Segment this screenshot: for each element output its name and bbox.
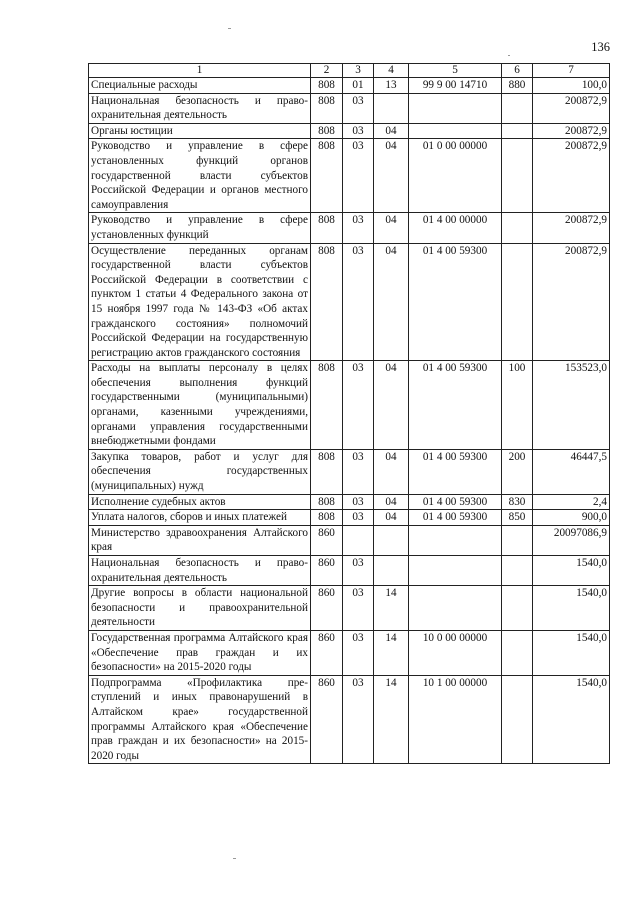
- cell-amount: 1540,0: [533, 675, 610, 764]
- cell-subsection: 14: [374, 586, 409, 631]
- cell-subsection: 14: [374, 630, 409, 675]
- cell-subsection: 14: [374, 675, 409, 764]
- row-name: Руководство и управление в сфере установленных функций органов государственной власти субъектов Российской Федерации и органов местного самоуправления: [89, 139, 311, 213]
- cell-target-article: [409, 586, 502, 631]
- row-name: Закупка товаров, работ и услуг для обеспечения государственных (муниципальных) нужд: [89, 449, 311, 494]
- header-cell: 3: [343, 64, 374, 78]
- scan-mark: [508, 55, 510, 56]
- cell-ministry: 860: [311, 556, 343, 586]
- table-row: [89, 494, 610, 510]
- cell-expense-type: [502, 630, 533, 675]
- cell-target-article: [409, 123, 502, 139]
- header-cell: 4: [374, 64, 409, 78]
- cell-subsection: [374, 556, 409, 586]
- scan-mark: [233, 858, 236, 859]
- cell-target-article: 10 1 00 00000: [409, 675, 502, 764]
- cell-section: 03: [343, 556, 374, 586]
- cell-expense-type: [502, 123, 533, 139]
- cell-section: 03: [343, 675, 374, 764]
- cell-section: 01: [343, 78, 374, 94]
- cell-amount: 200872,9: [533, 93, 610, 123]
- row-name: Подпрограмма «Профилактика преступлений и иных правонарушений в Алтайском крае» государственной программы Алтайского края «Обеспечение прав граждан и их безопасности» на 2015-2020 годы: [89, 675, 311, 764]
- cell-subsection: [374, 93, 409, 123]
- cell-section: 03: [343, 361, 374, 450]
- cell-target-article: 99 9 00 14710: [409, 78, 502, 94]
- header-cell: 1: [89, 64, 311, 78]
- cell-section: 03: [343, 494, 374, 510]
- cell-section: 03: [343, 93, 374, 123]
- row-name: Государственная программа Алтайского края «Обеспечение прав граждан и их безопасности» на 2015-2020 годы: [89, 630, 311, 675]
- table-row: [89, 630, 610, 675]
- table-row: [89, 139, 610, 213]
- cell-amount: 900,0: [533, 510, 610, 526]
- budget-table: [88, 63, 610, 764]
- cell-amount: 200872,9: [533, 213, 610, 243]
- cell-expense-type: [502, 93, 533, 123]
- cell-expense-type: [502, 586, 533, 631]
- cell-amount: 1540,0: [533, 556, 610, 586]
- row-name: Расходы на выплаты персоналу в целях обеспечения выполнения функций государственными (муниципальными) органами, казенными учреждениями, органами управления государственными внебюджетными фондами: [89, 361, 311, 450]
- cell-amount: 2,4: [533, 494, 610, 510]
- cell-ministry: 808: [311, 494, 343, 510]
- cell-ministry: 808: [311, 139, 343, 213]
- cell-subsection: 04: [374, 243, 409, 361]
- cell-section: 03: [343, 586, 374, 631]
- cell-ministry: 860: [311, 630, 343, 675]
- cell-ministry: 860: [311, 586, 343, 631]
- cell-subsection: [374, 525, 409, 555]
- cell-ministry: 808: [311, 93, 343, 123]
- table-row: [89, 449, 610, 494]
- cell-subsection: 13: [374, 78, 409, 94]
- table-row: [89, 525, 610, 555]
- row-name: Специальные расходы: [89, 78, 311, 94]
- cell-amount: 153523,0: [533, 361, 610, 450]
- cell-ministry: 808: [311, 510, 343, 526]
- cell-section: 03: [343, 213, 374, 243]
- cell-ministry: 860: [311, 675, 343, 764]
- cell-subsection: 04: [374, 510, 409, 526]
- cell-target-article: [409, 93, 502, 123]
- table-row: [89, 243, 610, 361]
- cell-amount: 1540,0: [533, 630, 610, 675]
- cell-expense-type: 880: [502, 78, 533, 94]
- cell-section: [343, 525, 374, 555]
- cell-subsection: 04: [374, 123, 409, 139]
- cell-section: 03: [343, 510, 374, 526]
- cell-expense-type: 100: [502, 361, 533, 450]
- row-name: Национальная безопасность и правоохранительная деятельность: [89, 556, 311, 586]
- cell-ministry: 808: [311, 361, 343, 450]
- cell-ministry: 808: [311, 123, 343, 139]
- table-row: [89, 213, 610, 243]
- cell-expense-type: 200: [502, 449, 533, 494]
- cell-target-article: 01 4 00 59300: [409, 361, 502, 450]
- cell-target-article: 01 4 00 00000: [409, 213, 502, 243]
- cell-target-article: 01 4 00 59300: [409, 449, 502, 494]
- cell-expense-type: [502, 556, 533, 586]
- cell-expense-type: 830: [502, 494, 533, 510]
- row-name: Руководство и управление в сфере установленных функций: [89, 213, 311, 243]
- cell-section: 03: [343, 630, 374, 675]
- cell-ministry: 808: [311, 78, 343, 94]
- cell-section: 03: [343, 139, 374, 213]
- cell-amount: 46447,5: [533, 449, 610, 494]
- cell-amount: 1540,0: [533, 586, 610, 631]
- cell-target-article: [409, 525, 502, 555]
- header-cell: 7: [533, 64, 610, 78]
- table-row: [89, 510, 610, 526]
- cell-amount: 200872,9: [533, 243, 610, 361]
- table-row: [89, 93, 610, 123]
- cell-section: 03: [343, 243, 374, 361]
- cell-subsection: 04: [374, 139, 409, 213]
- table-row: [89, 586, 610, 631]
- cell-ministry: 808: [311, 213, 343, 243]
- row-name: Министерство здравоохранения Алтайского края: [89, 525, 311, 555]
- header-cell: 6: [502, 64, 533, 78]
- cell-amount: 20097086,9: [533, 525, 610, 555]
- row-name: Уплата налогов, сборов и иных платежей: [89, 510, 311, 526]
- header-cell: 5: [409, 64, 502, 78]
- cell-target-article: 01 4 00 59300: [409, 243, 502, 361]
- cell-section: 03: [343, 123, 374, 139]
- cell-expense-type: 850: [502, 510, 533, 526]
- table-row: [89, 556, 610, 586]
- table-row: [89, 361, 610, 450]
- cell-subsection: 04: [374, 494, 409, 510]
- cell-expense-type: [502, 139, 533, 213]
- table-row: [89, 675, 610, 764]
- page-number: 136: [591, 40, 610, 54]
- cell-expense-type: [502, 243, 533, 361]
- cell-subsection: 04: [374, 449, 409, 494]
- cell-amount: 200872,9: [533, 139, 610, 213]
- cell-ministry: 860: [311, 525, 343, 555]
- cell-ministry: 808: [311, 449, 343, 494]
- cell-target-article: 10 0 00 00000: [409, 630, 502, 675]
- cell-amount: 100,0: [533, 78, 610, 94]
- cell-expense-type: [502, 675, 533, 764]
- table-row: [89, 78, 610, 94]
- table-row: [89, 123, 610, 139]
- row-name: Другие вопросы в области национальной безопасности и правоохранительной деятельности: [89, 586, 311, 631]
- cell-target-article: 01 4 00 59300: [409, 494, 502, 510]
- row-name: Осуществление переданных органам государственной власти субъектов Российской Федерации в соответствии с пунктом 1 статьи 4 Федерального закона от 15 ноября 1997 года № 143-ФЗ «Об актах гражданского состояния» полномочий Российской Федерации на государственную регистрацию актов гражданского состояния: [89, 243, 311, 361]
- cell-subsection: 04: [374, 213, 409, 243]
- scan-mark: [228, 28, 231, 29]
- cell-amount: 200872,9: [533, 123, 610, 139]
- cell-target-article: 01 4 00 59300: [409, 510, 502, 526]
- cell-target-article: 01 0 00 00000: [409, 139, 502, 213]
- row-name: Исполнение судебных актов: [89, 494, 311, 510]
- cell-section: 03: [343, 449, 374, 494]
- header-cell: 2: [311, 64, 343, 78]
- cell-target-article: [409, 556, 502, 586]
- row-name: Национальная безопасность и правоохранительная деятельность: [89, 93, 311, 123]
- cell-subsection: 04: [374, 361, 409, 450]
- header-row: [89, 64, 610, 78]
- cell-expense-type: [502, 525, 533, 555]
- cell-ministry: 808: [311, 243, 343, 361]
- row-name: Органы юстиции: [89, 123, 311, 139]
- cell-expense-type: [502, 213, 533, 243]
